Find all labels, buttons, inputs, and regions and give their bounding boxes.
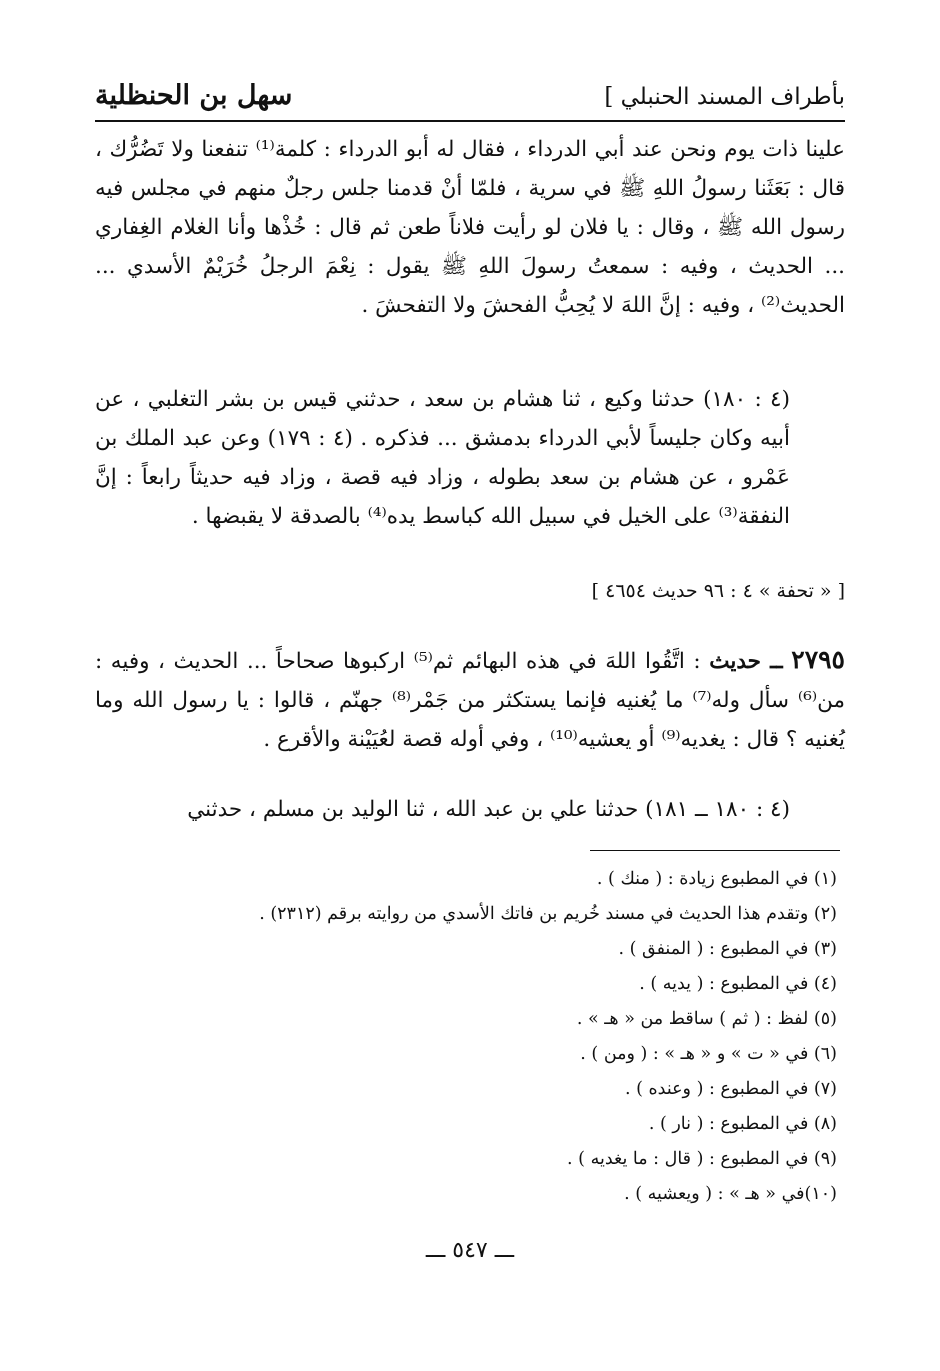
hadith-2795-text: [95, 640, 845, 759]
running-header: [95, 78, 845, 118]
footnotes-list: [77, 862, 837, 1212]
chapter-title: سهل بن الحنظلية: [95, 80, 293, 111]
page-number: ـــ ٥٤٧ ـــ: [425, 1238, 515, 1263]
paragraph-2-text: (٤ : ١٨٠) حدثنا وكيع ، ثنا هشام بن سعد ، حدثني قيس بن بشر التغلبي ، عن أبيه وكان جليساً لأبي الدرداء بدمشق ... فذكره . (٤ : ١٧٩) وعن عبد الملك بن عَمْرو ، عن هشام بن سعد بطوله ، وزاد فيه قصة ، وزاد فيه حديثاً رابعاً : إنَّ النفقة⁽³⁾ على الخيل في سبيل الله كباسط يده⁽⁴⁾ بالصدقة لا يقبضها .: [95, 387, 790, 529]
paragraph-1: [95, 130, 845, 325]
tuhfa-reference-text: [ « تحفة » ٤ : ٩٦ حديث ٤٦٥٤ ]: [591, 580, 845, 602]
footnote-1: (١) في المطبوع زيادة : ( منك ) .: [596, 869, 837, 889]
footnote-5: (٥) لفظ : ( ثم ) ساقط من « هـ » .: [576, 1009, 837, 1029]
hadith-2795-body: : اتَّقُوا اللهَ في هذه البهائم ثم⁽⁵⁾ اركبوها صحاحاً ... الحديث ، وفيه : من⁽⁶⁾ سأل وله⁽⁷⁾ ما يُغنيه فإنما يستكثر من جَمْر⁽⁸⁾ جهنّم ، قالوا : يا رسول الله وما يُغنيه ؟ قال : يغديه⁽⁹⁾ أو يعشيه⁽¹⁰⁾ ، وفي أوله قصة لعُيَيْنة والأقرع .: [95, 649, 845, 752]
tuhfa-reference: [95, 572, 845, 611]
footnote-6: (٦) في « ت » و « هـ » : ( ومن ) .: [580, 1044, 837, 1064]
footnote-7: (٧) في المطبوع : ( وعنده ) .: [624, 1079, 837, 1099]
footnote-3: (٣) في المطبوع : ( المنفق ) .: [618, 939, 837, 959]
header-rule: [95, 120, 845, 122]
footnote-9: (٩) في المطبوع : ( قال : ما يغديه ) .: [567, 1149, 837, 1169]
footnote-8: (٨) في المطبوع : ( نار ) .: [648, 1114, 837, 1134]
hadith-number: ٢٧٩٥: [791, 645, 845, 674]
footnote-4: (٤) في المطبوع : ( يديه ) .: [639, 974, 837, 994]
footnote-2: (٢) وتقدم هذا الحديث في مسند خُريم بن فاتك الأسدي من روايته برقم (٢٣١٢) .: [259, 904, 837, 924]
hadith-2795: [95, 640, 845, 759]
paragraph-5-text: (٤ : ١٨٠ ــ ١٨١) حدثنا علي بن عبد الله ، ثنا الوليد بن مسلم ، حدثني: [187, 797, 790, 822]
footnote-10: (١٠)في « هـ » : ( ويعشيه ) .: [624, 1184, 837, 1204]
book-title: بأطراف المسند الحنبلي ]: [604, 84, 845, 110]
hadith-keyword: ــ حديث: [709, 649, 783, 674]
paragraph-2: [95, 380, 845, 536]
paragraph-5: [95, 790, 845, 829]
footnote-rule: [590, 850, 840, 851]
paragraph-1-text: علينا ذات يوم ونحن عند أبي الدرداء ، فقال له أبو الدرداء : كلمة⁽¹⁾ تنفعنا ولا تَضُرُّك ، قال : بَعَثَنا رسولُ اللهِ ﷺ في سرية ، فلمّا أنْ قدمنا جلس رجلٌ منهم في مجلس فيه رسول الله ﷺ ، وقال : يا فلان لو رأيت فلاناً طعن ثم قال : خُذْها وأنا الغلام الغِفاري ... الحديث ، وفيه : سمعتُ رسولَ اللهِ ﷺ يقول : نِعْمَ الرجلُ خُرَيْمٌ الأسدي ... الحديث⁽²⁾ ، وفيه : إنَّ اللهَ لا يُحِبُّ الفحشَ ولا التفحشَ .: [95, 137, 845, 318]
